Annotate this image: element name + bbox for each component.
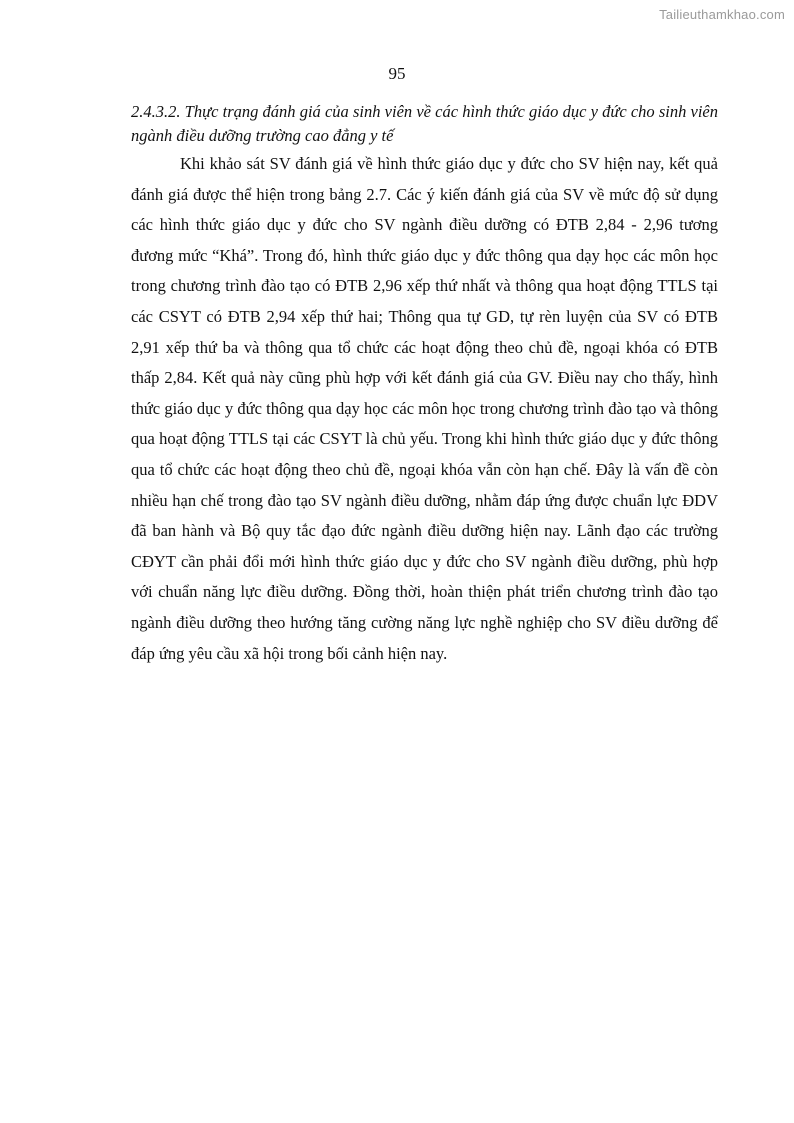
- body-paragraph: Khi khảo sát SV đánh giá về hình thức giáo dục y đức cho SV hiện nay, kết quả đánh giá được thể hiện trong bảng 2.7. Các ý kiến đánh giá của SV về mức độ sử dụng các hình thức giáo dục y đức cho SV ngành điều dưỡng có ĐTB 2,84 - 2,96 tương đương mức “Khá”. Trong đó, hình thức giáo dục y đức thông qua dạy học các môn học trong chương trình đào tạo có ĐTB 2,96 xếp thứ nhất và thông qua hoạt động TTLS tại các CSYT có ĐTB 2,94 xếp thứ hai; Thông qua tự GD, tự rèn luyện của SV có ĐTB 2,91 xếp thứ ba và thông qua tổ chức các hoạt động theo chủ đề, ngoại khóa có ĐTB thấp 2,84. Kết quả này cũng phù hợp với kết đánh giá của GV. Điều nay cho thấy, hình thức giáo dục y đức thông qua dạy học các môn học trong chương trình đào tạo và thông qua hoạt động TTLS tại các CSYT là chủ yếu. Trong khi hình thức giáo dục y đức thông qua tổ chức các hoạt động theo chủ đề, ngoại khóa vẫn còn hạn chế. Đây là vấn đề còn nhiều hạn chế trong đào tạo SV ngành điều dưỡng, nhằm đáp ứng được chuẩn lực ĐDV đã ban hành và Bộ quy tắc đạo đức ngành điều dưỡng hiện nay. Lãnh đạo các trường CĐYT cần phải đổi mới hình thức giáo dục y đức cho SV ngành điều dưỡng, phù hợp với chuẩn năng lực điều dưỡng. Đồng thời, hoàn thiện phát triển chương trình đào tạo ngành điều dưỡng theo hướng tăng cường năng lực nghề nghiệp cho SV điều dưỡng để đáp ứng yêu cầu xã hội trong bối cảnh hiện nay.: [131, 154, 718, 663]
- document-content: [131, 100, 718, 669]
- page-number: 95: [388, 64, 406, 83]
- watermark: Tailieuthamkhao.com: [659, 7, 785, 22]
- section-heading: 2.4.3.2. Thực trạng đánh giá của sinh viên về các hình thức giáo dục y đức cho sinh viên ngành điều dưỡng trường cao đẳng y tế: [131, 102, 718, 145]
